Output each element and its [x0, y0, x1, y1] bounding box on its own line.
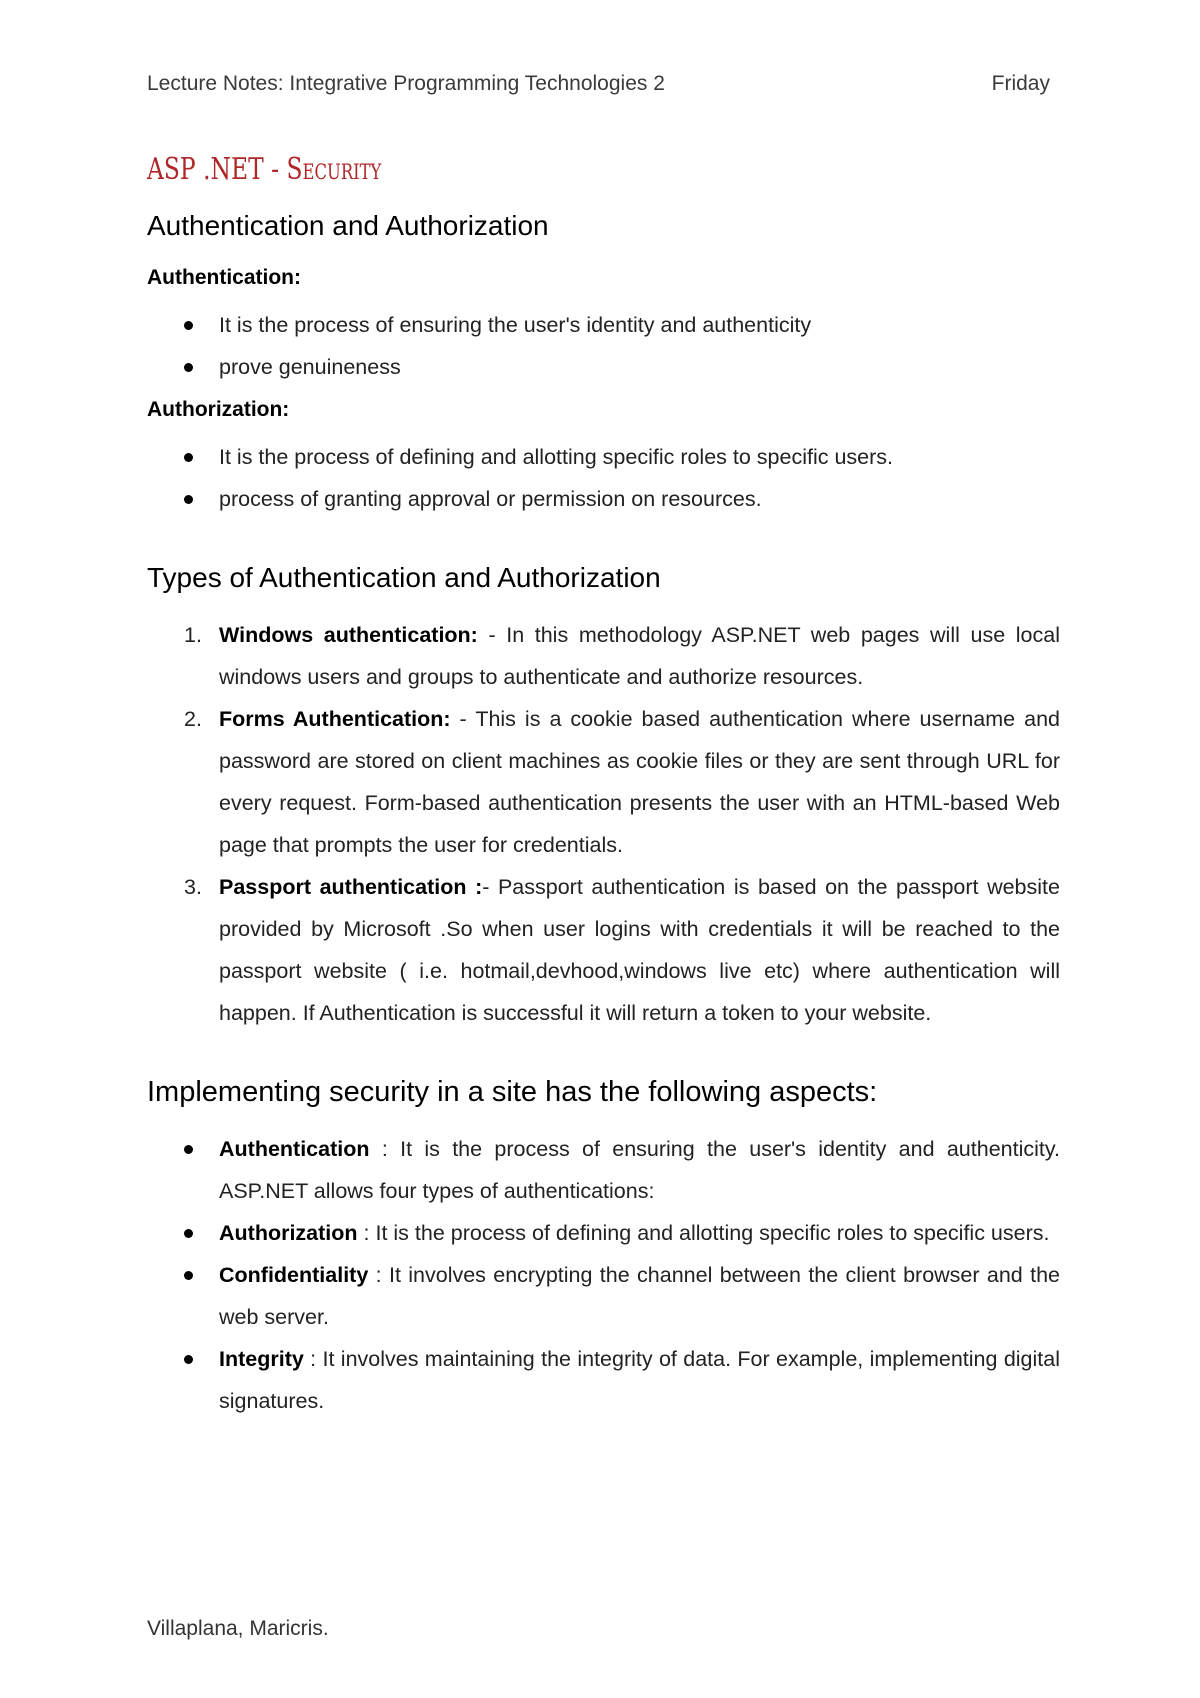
- authorization-list: [147, 436, 1060, 520]
- aspects-list: [147, 1128, 1060, 1422]
- authorization-label: Authorization:: [147, 398, 290, 421]
- item-term: Passport authentication :: [219, 875, 483, 899]
- page-footer-author: Villaplana, Maricris.: [147, 1617, 329, 1640]
- course-title: [147, 72, 665, 96]
- page-header: [147, 72, 1050, 102]
- list-item: [147, 698, 1060, 866]
- header-day: Friday: [991, 72, 1050, 95]
- item-number: 1.: [184, 623, 202, 647]
- list-item: [147, 1128, 1060, 1212]
- list-item: [147, 614, 1060, 698]
- list-item: It is the process of ensuring the user's identity and authenticity: [147, 304, 1060, 346]
- authentication-label: Authentication:: [147, 266, 301, 289]
- course-title-prefix: Lecture Notes:: [147, 72, 284, 95]
- types-list: [147, 614, 1060, 1034]
- item-term: Windows authentication:: [219, 623, 478, 647]
- item-term: Integrity: [219, 1347, 304, 1371]
- list-item: [147, 1254, 1060, 1338]
- list-item: prove genuineness: [147, 346, 1060, 388]
- authentication-list: [147, 304, 1060, 388]
- item-text: : It involves maintaining the integrity of data. For example, implementing digital signatures.: [219, 1347, 1060, 1413]
- section-heading-aspects: Implementing security in a site has the following aspects:: [147, 1076, 878, 1108]
- item-text: : It involves encrypting the channel between the client browser and the web server.: [219, 1263, 1060, 1329]
- list-item: It is the process of defining and allotting specific roles to specific users.: [147, 436, 1060, 478]
- item-text: : It is the process of defining and allotting specific roles to specific users.: [357, 1221, 1050, 1245]
- list-item: [147, 1212, 1060, 1254]
- section-heading-types: Types of Authentication and Authorization: [147, 562, 661, 593]
- item-term: Confidentiality: [219, 1263, 369, 1287]
- section-heading-auth: Authentication and Authorization: [147, 210, 549, 241]
- list-item: [147, 1338, 1060, 1422]
- item-text: - This is a cookie based authentication where username and password are stored on client machines as cookie files or they are sent through URL for every request. Form-based authentication presents the user with an HTML-based Web page that prompts the user for credentials.: [219, 707, 1060, 857]
- list-item: process of granting approval or permission on resources.: [147, 478, 1060, 520]
- item-term: Authentication: [219, 1137, 370, 1161]
- item-number: 2.: [184, 707, 202, 731]
- item-number: 3.: [184, 875, 202, 899]
- item-text: : It is the process of ensuring the user's identity and authenticity. ASP.NET allows four types of authentications:: [219, 1137, 1060, 1203]
- item-text: - In this methodology ASP.NET web pages will use local windows users and groups to authenticate and authorize resources.: [219, 623, 1060, 689]
- item-term: Authorization: [219, 1221, 358, 1245]
- document-title: ASP .NET - Security: [147, 152, 382, 187]
- course-title-rest: Integrative Programming Technologies 2: [283, 72, 665, 95]
- item-text: - Passport authentication is based on the passport website provided by Microsoft .So when user logins with credentials it will be reached to the passport website ( i.e. hotmail,devhood,windows live etc) where authentication will happen. If Authentication is successful it will return a token to your website.: [219, 875, 1060, 1025]
- item-term: Forms Authentication:: [219, 707, 451, 731]
- list-item: [147, 866, 1060, 1034]
- document-body: [147, 148, 1060, 1422]
